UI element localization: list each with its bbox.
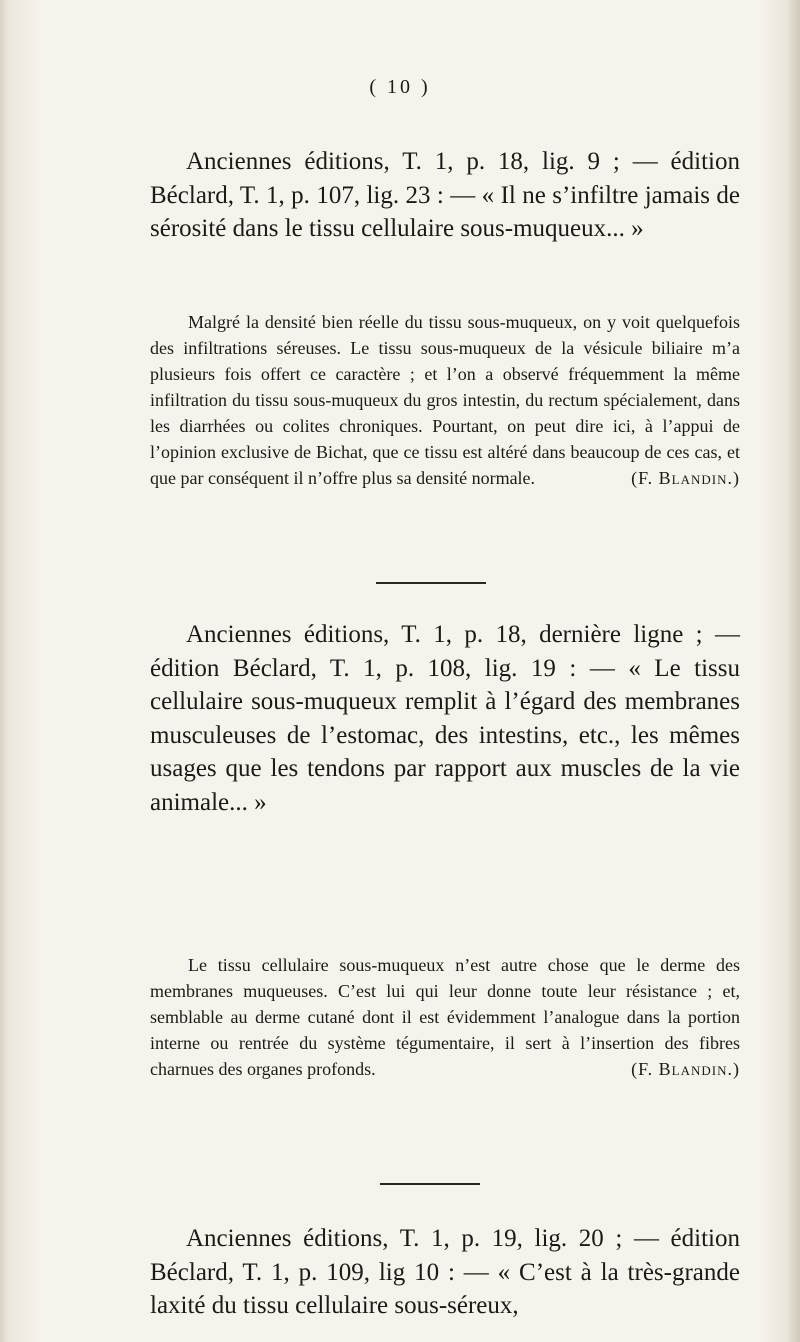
page-right-edge — [786, 0, 800, 1342]
page-number: ( 10 ) — [369, 76, 431, 98]
comment-author-2: (F. Blandin.) — [631, 1059, 740, 1079]
comment-paragraph-2 — [150, 952, 740, 1082]
quote-paragraph-2 — [150, 618, 740, 819]
section-divider-1 — [376, 582, 486, 584]
comment-text-2: Le tissu cellulaire sous-muqueux n’est autre chose que le derme des membranes muqueuses. C’est lui qui leur donne toute leur résistance ; et, semblable au derme cutané dont il est évidemment l’analogue dans la portion interne ou rentrée du système tégumentaire, il sert à l’insertion des fibres charnues des organes profonds. — [150, 955, 740, 1079]
comment-author-1: (F. Blandin.) — [631, 468, 740, 488]
quote-paragraph-3 — [150, 1222, 740, 1323]
quote-text-1: Anciennes éditions, T. 1, p. 18, lig. 9 ; — édition Béclard, T. 1, p. 107, lig. 23 : — « Il ne s’infiltre jamais de sérosité dans le tissu cellulaire sous-muqueux... » — [150, 148, 740, 242]
quote-paragraph-1 — [150, 145, 740, 246]
quote-text-2: Anciennes éditions, T. 1, p. 18, dernière ligne ; — édition Béclard, T. 1, p. 108, lig. 19 : — « Le tissu cellulaire sous-muqueux remplit à l’égard des membranes musculeuses de l’estomac, des intestins, etc., les mêmes usages que les tendons par rapport aux muscles de la vie animale... » — [150, 621, 740, 816]
quote-text-3: Anciennes éditions, T. 1, p. 19, lig. 20 ; — édition Béclard, T. 1, p. 109, lig 10 : — « C’est à la très-grande laxité du tissu cellulaire sous-séreux, — [150, 1225, 740, 1319]
section-divider-2 — [380, 1183, 480, 1185]
comment-paragraph-1 — [150, 309, 740, 491]
comment-text-1: Malgré la densité bien réelle du tissu sous-muqueux, on y voit quelquefois des infiltrations séreuses. Le tissu sous-muqueux de la vésicule biliaire m’a plusieurs fois offert ce caractère ; et l’on a observé fréquemment la même infiltration du tissu sous-muqueux du gros intestin, du rectum spécialement, dans les diarrhées ou colites chroniques. Pourtant, on peut dire ici, à l’appui de l’opinion exclusive de Bichat, que ce tissu est altéré dans beaucoup de ces cas, et que par conséquent il n’offre plus sa densité normale. — [150, 312, 740, 488]
page-left-edge — [0, 0, 10, 1342]
